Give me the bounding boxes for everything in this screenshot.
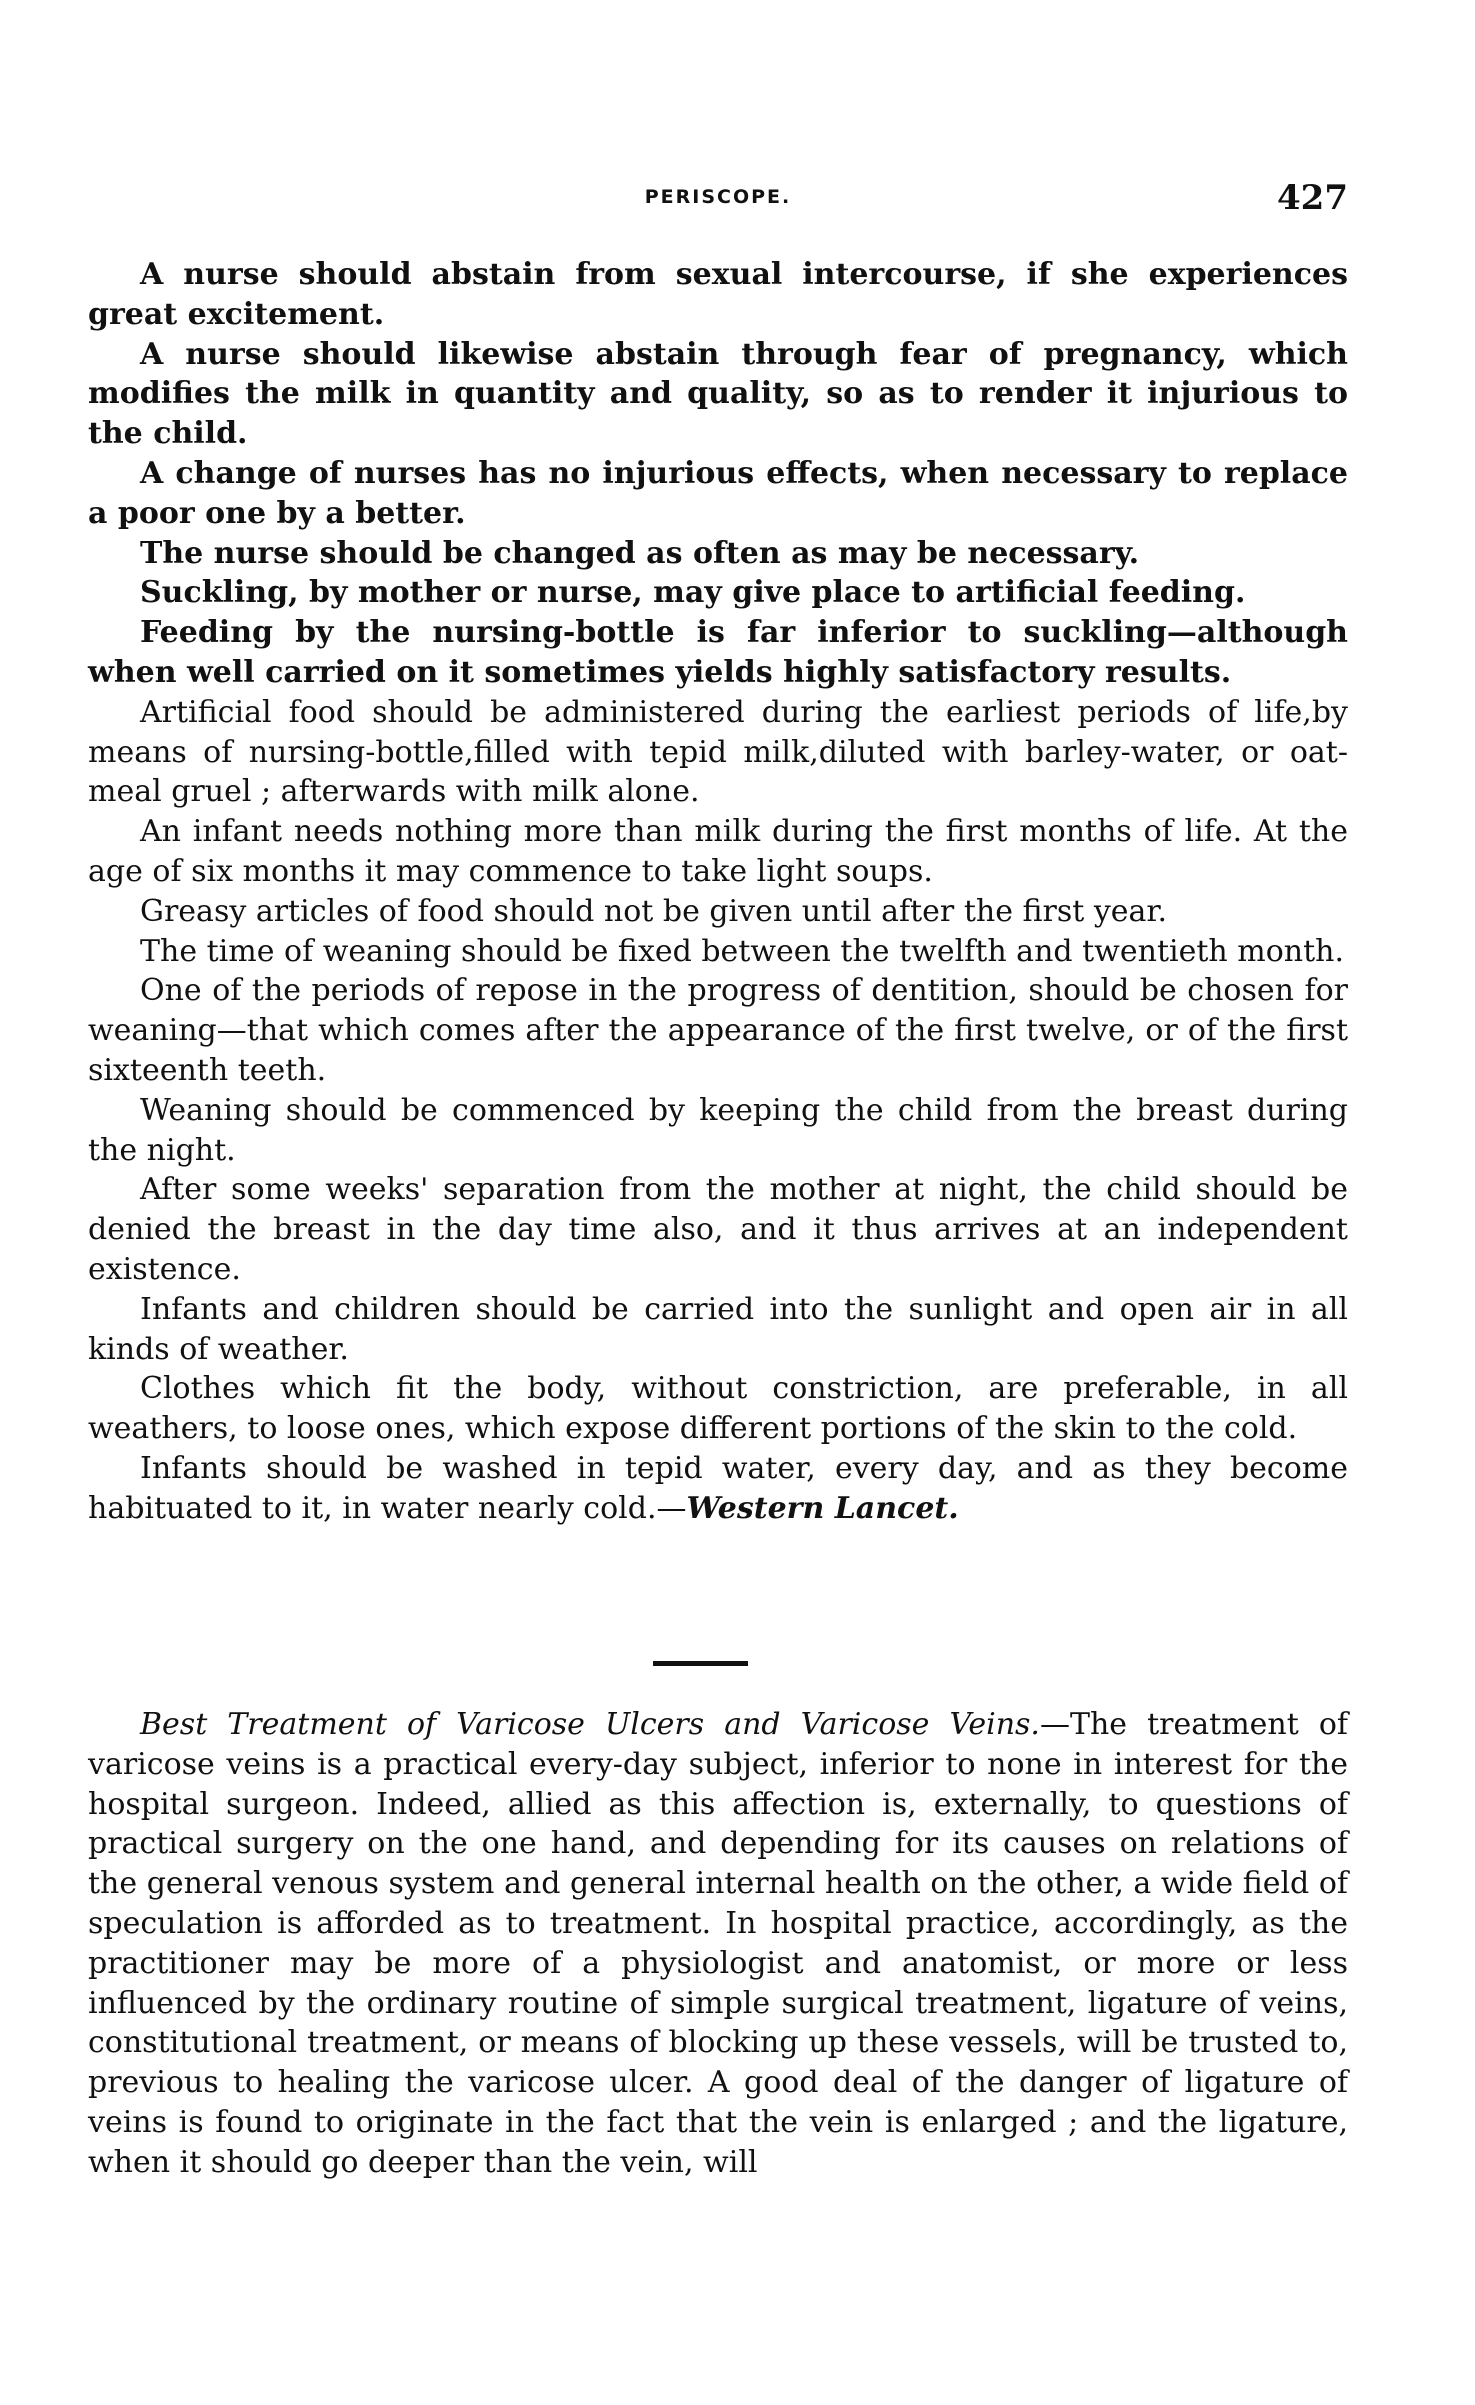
running-head bbox=[88, 178, 1348, 224]
paragraph: Feeding by the nursing-bottle is far inferior to suckling—although when well carried on it sometimes yields highly satisfactory results. bbox=[88, 615, 1348, 690]
paragraph-text: Infants should be washed in tepid water, every day, and as they become habituated to it, in water nearly cold. bbox=[88, 1450, 1348, 1526]
page-number: 427 bbox=[1277, 178, 1348, 218]
article-heading: Best Treatment of Varicose Ulcers and Varicose Veins. bbox=[140, 1707, 1040, 1742]
paragraph-last: Infants should be washed in tepid water, every day, and as they become habituated to it, in water nearly cold.—Western Lancet. bbox=[88, 1450, 1348, 1526]
paragraph: One of the periods of repose in the progress of dentition, should be chosen for weaning—that which comes after the appearance of the first twelve, or of the first sixteenth teeth. bbox=[88, 973, 1348, 1088]
article-nursing-maxims bbox=[88, 255, 1348, 1529]
paragraph: Clothes which fit the body, without constriction, are preferable, in all weathers, to loose ones, which expose different portions of the skin to the cold. bbox=[88, 1371, 1348, 1447]
paragraph: A nurse should likewise abstain through fear of pregnancy, which modifies the milk in quantity and quality, so as to render it injurious to the child. bbox=[88, 336, 1348, 452]
paragraph: Greasy articles of food should not be given until after the first year. bbox=[140, 893, 1167, 929]
paragraph: The nurse should be changed as often as may be necessary. bbox=[140, 535, 1140, 571]
paragraph: A change of nurses has no injurious effects, when necessary to replace a poor one by a better. bbox=[88, 455, 1348, 531]
paragraph: Best Treatment of Varicose Ulcers and Varicose Veins.—The treatment of varicose veins is a practical every-day subject, inferior to none in interest for the hospital surgeon. Indeed, allied as this affection is, externally, to questions of practical surgery on the one hand, and depending for its causes on relations of the general venous system and general internal health on the other, a wide field of speculation is afforded as to treatment. In hospital practice, accordingly, as the practitioner may be more of a physiologist and anatomist, or more or less influenced by the ordinary routine of simple surgical treatment, ligature of veins, constitutional treatment, or means of blocking up these vessels, will be trusted to, previous to healing the varicose ulcer. A good deal of the danger of ligature of veins is found to originate in the fact that the vein is enlarged ; and the ligature, when it should go deeper than the vein, will bbox=[88, 1707, 1348, 2180]
paragraph: Weaning should be commenced by keeping the child from the breast during the night. bbox=[88, 1092, 1348, 1168]
paragraph: Infants and children should be carried into the sunlight and open air in all kinds of weather. bbox=[88, 1291, 1348, 1367]
article-body: The treatment of varicose veins is a practical every-day subject, inferior to none in interest for the hospital surgeon. Indeed, allied as this affection is, externally, to questions of practical surgery on the one hand, and depending for its causes on relations of the general venous system and general internal health on the other, a wide field of speculation is afforded as to treatment. In hospital practice, accordingly, as the practitioner may be more of a physiologist and anatomist, or more or less influenced by the ordinary routine of simple surgical treatment, ligature of veins, constitutional treatment, or means of blocking up these vessels, will be trusted to, previous to healing the varicose ulcer. A good deal of the danger of ligature of veins is found to originate in the fact that the vein is enlarged ; and the ligature, when it should go deeper than the vein, will bbox=[88, 1707, 1348, 2180]
running-title: PERISCOPE. bbox=[644, 186, 792, 208]
article-varicose-veins bbox=[88, 1705, 1348, 2183]
section-divider bbox=[653, 1661, 748, 1666]
paragraph: After some weeks' separation from the mother at night, the child should be denied the breast in the day time also, and it thus arrives at an independent existence. bbox=[88, 1172, 1348, 1287]
paragraph: The time of weaning should be fixed between the twelfth and twentieth month. bbox=[140, 933, 1344, 969]
paragraph: A nurse should abstain from sexual intercourse, if she experiences great excitement. bbox=[88, 257, 1348, 332]
paragraph: Suckling, by mother or nurse, may give place to artificial feeding. bbox=[140, 575, 1246, 611]
source-citation: Western Lancet. bbox=[686, 1490, 959, 1526]
paragraph: An infant needs nothing more than milk during the first months of life. At the age of six months it may commence to take light soups. bbox=[88, 814, 1348, 889]
paragraph: Artificial food should be administered during the earliest periods of life,by means of nursing-bottle,filled with tepid milk,diluted with barley-water, or oat-meal gruel ; afterwards with milk alone. bbox=[88, 694, 1348, 810]
